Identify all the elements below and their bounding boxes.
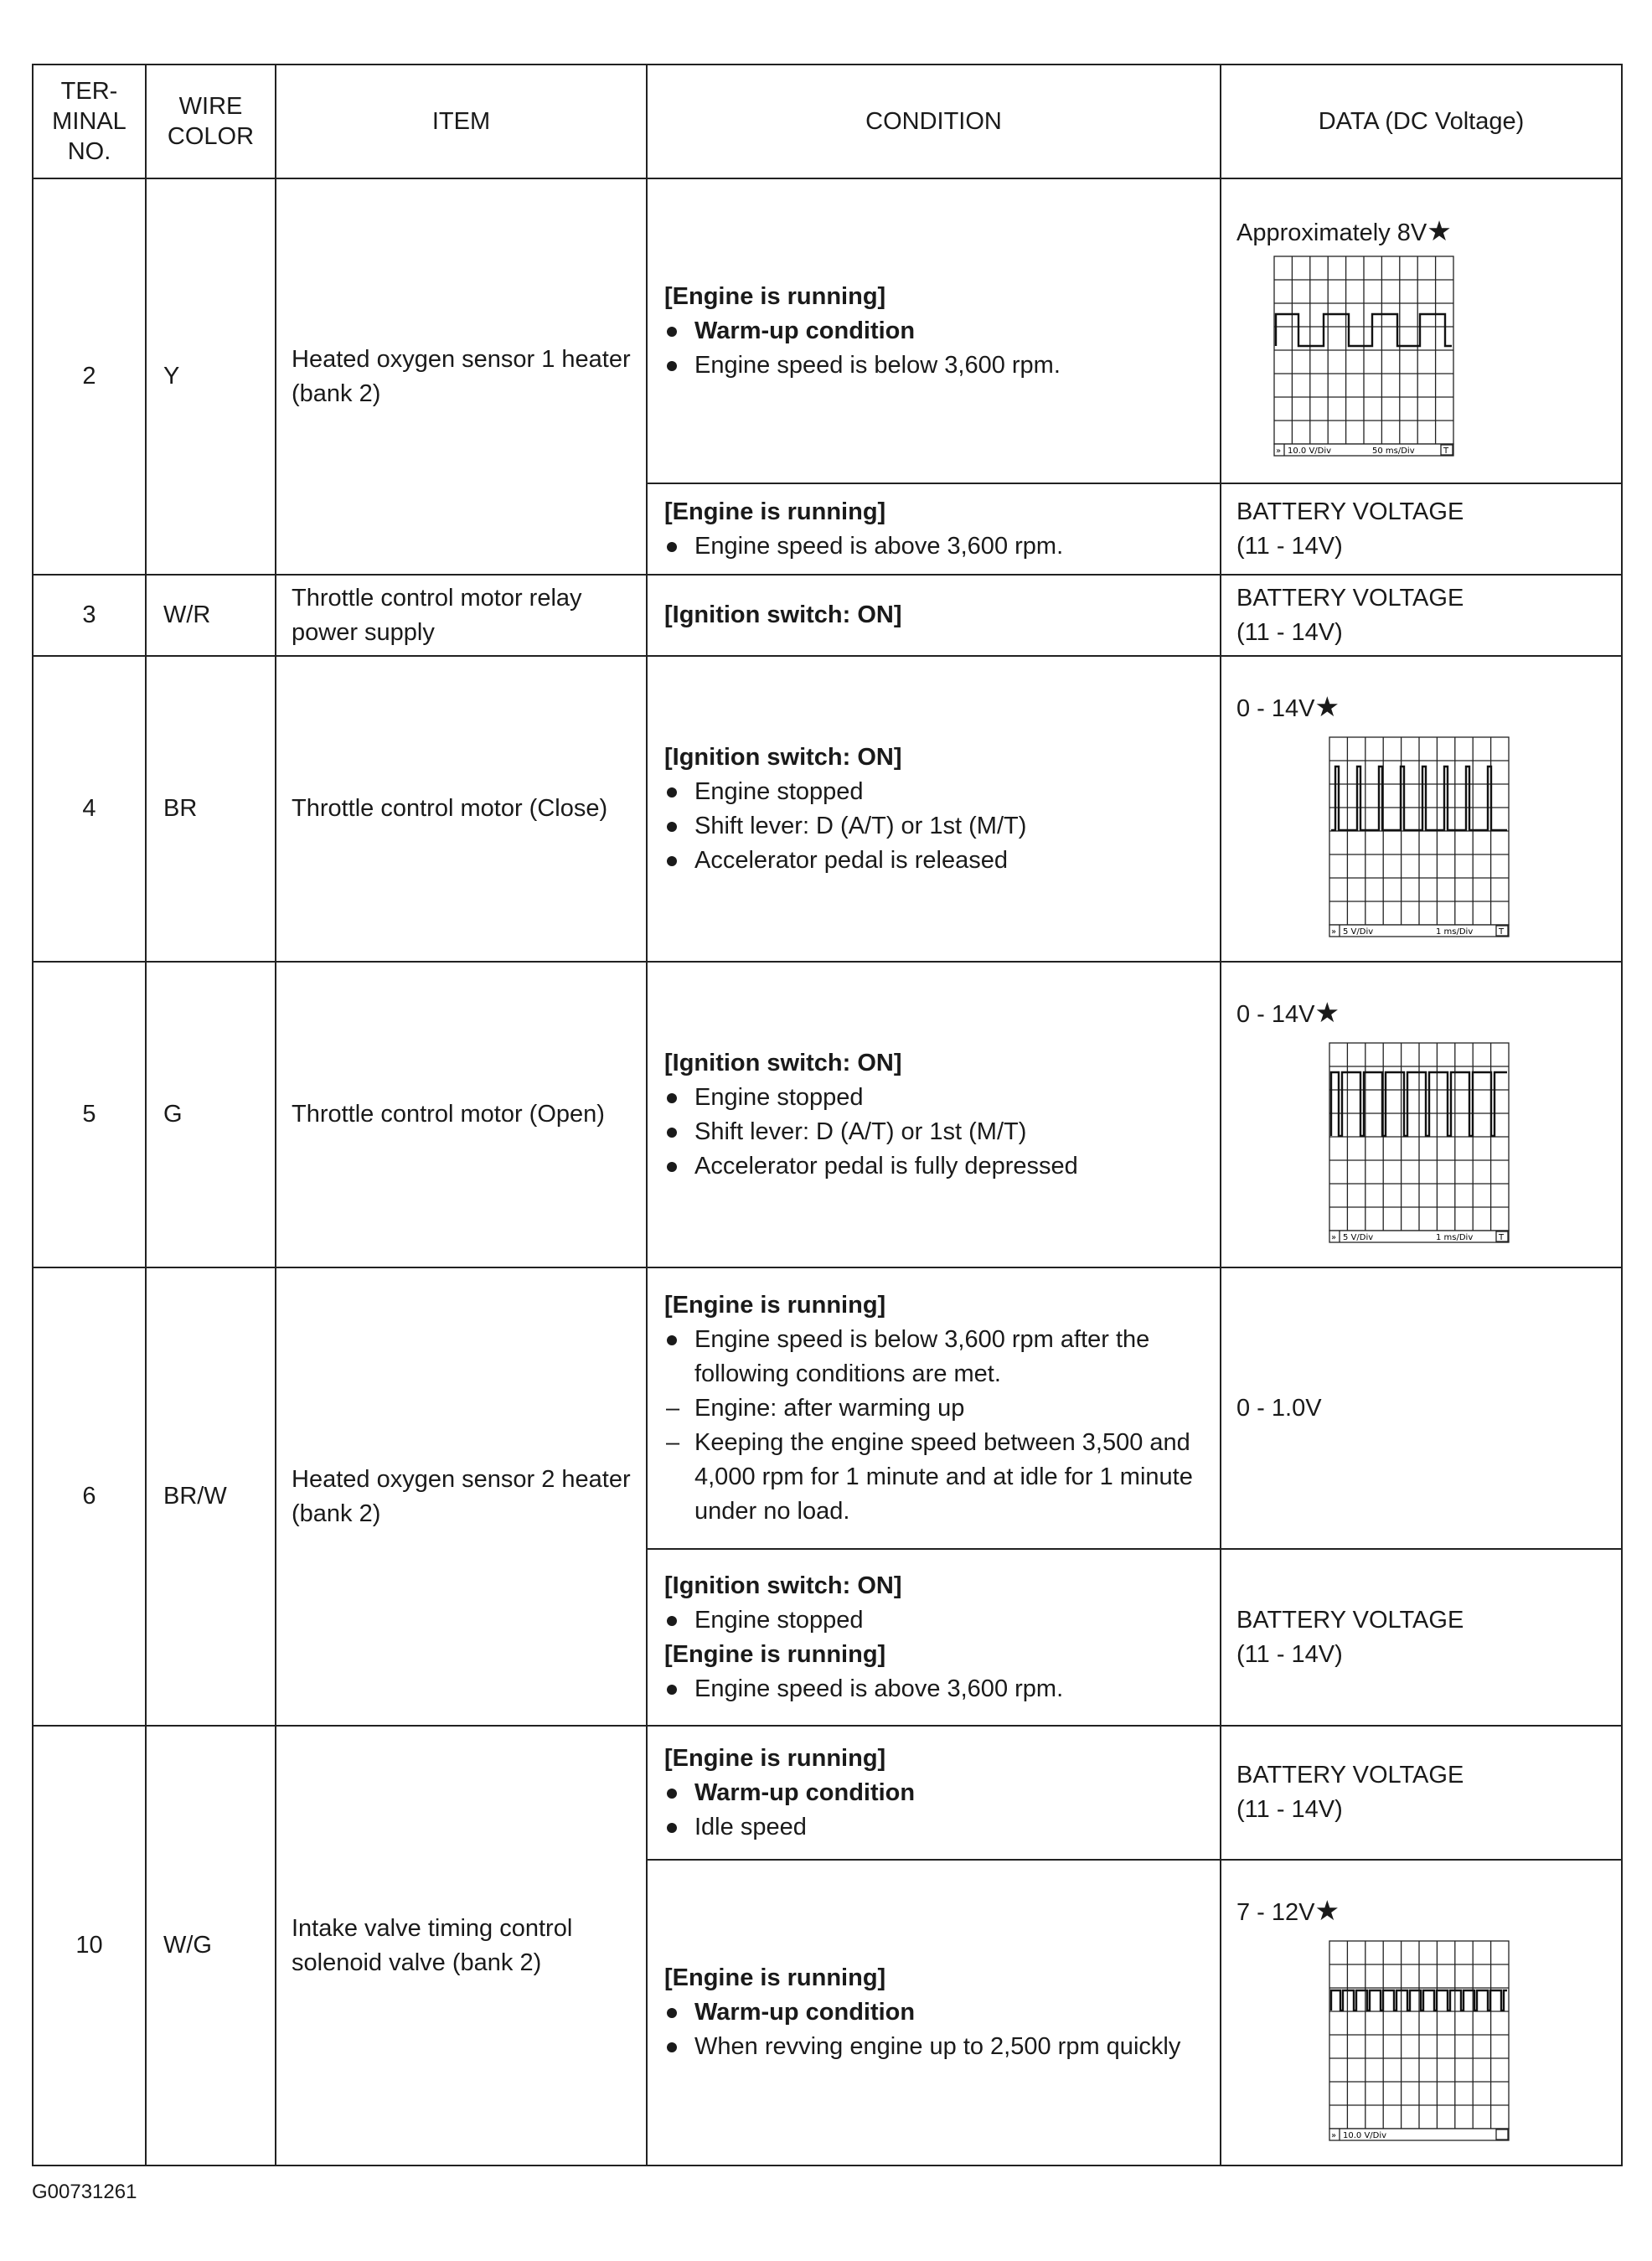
scope-time-scale: 1 ms/Div bbox=[1436, 927, 1474, 937]
table-row bbox=[33, 575, 1622, 656]
scope-voltage-scale: 5 V/Div bbox=[1343, 1232, 1374, 1242]
table-row bbox=[33, 1726, 1622, 1860]
oscilloscope-waveform bbox=[1273, 256, 1454, 457]
scope-voltage-scale: 10.0 V/Div bbox=[1343, 2130, 1387, 2140]
data-cell bbox=[1221, 1549, 1622, 1726]
terminal-no: 5 bbox=[33, 962, 146, 1267]
wire-color: BR/W bbox=[146, 1267, 276, 1726]
condition-bullet: Engine speed is above 3,600 rpm. bbox=[664, 1672, 1203, 1706]
data-cell bbox=[1221, 656, 1622, 962]
scope-time-scale: 50 ms/Div bbox=[1372, 447, 1415, 456]
condition-cell bbox=[647, 1267, 1221, 1549]
figure-code: G00731261 bbox=[32, 2181, 137, 2203]
data-label bbox=[1236, 689, 1606, 726]
scope-time-scale: 1 ms/Div bbox=[1436, 1232, 1474, 1242]
table-row bbox=[33, 656, 1622, 962]
condition-cell bbox=[647, 656, 1221, 962]
data-cell bbox=[1221, 1267, 1622, 1549]
data-value: 0 - 14V bbox=[1236, 694, 1315, 722]
item-text: Intake valve timing control solenoid valve (bank 2) bbox=[276, 1726, 647, 2166]
star-icon: ★ bbox=[1314, 690, 1340, 722]
data-value: BATTERY VOLTAGE bbox=[1236, 1762, 1464, 1789]
terminal-no: 2 bbox=[33, 178, 146, 575]
condition-header: [Ignition switch: ON] bbox=[664, 1572, 902, 1599]
condition-header: [Ignition switch: ON] bbox=[664, 601, 902, 628]
header-terminal-no-label: TER- MINAL NO. bbox=[52, 78, 126, 165]
condition-bullet: Accelerator pedal is fully depressed bbox=[664, 1149, 1203, 1184]
data-label bbox=[1236, 1893, 1606, 1930]
terminal-no: 6 bbox=[33, 1267, 146, 1726]
condition-bullet: Engine speed is below 3,600 rpm after the following conditions are met. bbox=[664, 1323, 1203, 1391]
condition-bullet: Engine stopped bbox=[664, 1603, 1203, 1638]
double-chevron-icon: » bbox=[1276, 447, 1282, 456]
scope-voltage-scale: 5 V/Div bbox=[1343, 927, 1374, 937]
terminal-no: 3 bbox=[33, 575, 146, 656]
condition-bullet: Idle speed bbox=[664, 1810, 1203, 1845]
condition-bullet: Engine speed is above 3,600 rpm. bbox=[664, 529, 1203, 564]
table-row bbox=[33, 178, 1622, 483]
header-wire-color bbox=[146, 65, 276, 178]
condition-cell bbox=[647, 575, 1221, 656]
item-text: Throttle control motor (Open) bbox=[276, 962, 647, 1267]
table-header-row bbox=[33, 65, 1622, 178]
data-value: (11 - 14V) bbox=[1236, 532, 1343, 560]
condition-bullet: Engine stopped bbox=[664, 1081, 1203, 1115]
condition-bullet: Engine speed is below 3,600 rpm. bbox=[664, 348, 1203, 383]
data-value: BATTERY VOLTAGE bbox=[1236, 1606, 1464, 1634]
condition-bullet: When revving engine up to 2,500 rpm quickly bbox=[664, 2030, 1203, 2064]
condition-cell bbox=[647, 1860, 1221, 2166]
condition-header: [Engine is running] bbox=[664, 1744, 886, 1772]
data-label bbox=[1236, 214, 1606, 250]
trigger-marker: T bbox=[1499, 927, 1505, 937]
header-data: DATA (DC Voltage) bbox=[1221, 65, 1622, 178]
condition-cell bbox=[647, 962, 1221, 1267]
star-icon: ★ bbox=[1427, 215, 1452, 246]
condition-bullet: Accelerator pedal is released bbox=[664, 844, 1203, 878]
condition-bullet: Engine stopped bbox=[664, 775, 1203, 809]
header-wire-color-label: WIRE COLOR bbox=[167, 93, 255, 150]
data-value: Approximately 8V bbox=[1236, 219, 1427, 246]
scope-voltage-scale: 10.0 V/Div bbox=[1288, 447, 1332, 456]
data-value: 0 - 1.0V bbox=[1236, 1394, 1322, 1422]
header-terminal-no bbox=[33, 65, 146, 178]
condition-subitem: – Engine: after warming up bbox=[664, 1391, 1203, 1426]
condition-header: [Engine is running] bbox=[664, 498, 886, 525]
condition-cell bbox=[647, 483, 1221, 575]
data-value: (11 - 14V) bbox=[1236, 618, 1343, 646]
table-row bbox=[33, 1267, 1622, 1549]
data-cell bbox=[1221, 1860, 1622, 2166]
header-item: ITEM bbox=[276, 65, 647, 178]
star-icon: ★ bbox=[1314, 996, 1340, 1028]
wire-color: W/R bbox=[146, 575, 276, 656]
header-condition: CONDITION bbox=[647, 65, 1221, 178]
terminal-data-table bbox=[32, 64, 1623, 2166]
data-cell bbox=[1221, 962, 1622, 1267]
data-cell bbox=[1221, 483, 1622, 575]
data-value: BATTERY VOLTAGE bbox=[1236, 498, 1464, 525]
trigger-marker: T bbox=[1443, 447, 1449, 456]
terminal-no: 4 bbox=[33, 656, 146, 962]
wire-color: G bbox=[146, 962, 276, 1267]
item-text: Throttle control motor (Close) bbox=[276, 656, 647, 962]
item-text: Heated oxygen sensor 2 heater (bank 2) bbox=[276, 1267, 647, 1726]
wire-color: Y bbox=[146, 178, 276, 575]
condition-header: [Engine is running] bbox=[664, 1640, 886, 1668]
table-row bbox=[33, 962, 1622, 1267]
trigger-marker: T bbox=[1499, 1232, 1505, 1242]
wire-color: W/G bbox=[146, 1726, 276, 2166]
oscilloscope-waveform bbox=[1329, 736, 1510, 937]
oscilloscope-waveform bbox=[1329, 1042, 1510, 1243]
star-icon: ★ bbox=[1314, 1894, 1340, 1926]
condition-header: [Ignition switch: ON] bbox=[664, 743, 902, 771]
data-value: (11 - 14V) bbox=[1236, 1796, 1343, 1823]
condition-bullet: Warm-up condition bbox=[664, 1776, 1203, 1810]
condition-header: [Ignition switch: ON] bbox=[664, 1049, 902, 1076]
item-text: Heated oxygen sensor 1 heater (bank 2) bbox=[276, 178, 647, 575]
double-chevron-icon: » bbox=[1331, 927, 1337, 937]
condition-bullet: Warm-up condition bbox=[664, 314, 1203, 348]
condition-bullet: Shift lever: D (A/T) or 1st (M/T) bbox=[664, 1115, 1203, 1149]
condition-header: [Engine is running] bbox=[664, 1291, 886, 1319]
data-value: (11 - 14V) bbox=[1236, 1640, 1343, 1668]
data-value: BATTERY VOLTAGE bbox=[1236, 584, 1464, 612]
data-value: 0 - 14V bbox=[1236, 1000, 1315, 1028]
condition-bullet: Shift lever: D (A/T) or 1st (M/T) bbox=[664, 809, 1203, 844]
condition-header: [Engine is running] bbox=[664, 282, 886, 310]
terminal-no: 10 bbox=[33, 1726, 146, 2166]
data-label bbox=[1236, 995, 1606, 1032]
data-value: 7 - 12V bbox=[1236, 1898, 1315, 1926]
wire-color: BR bbox=[146, 656, 276, 962]
condition-cell bbox=[647, 1726, 1221, 1860]
oscilloscope-waveform bbox=[1329, 1940, 1510, 2141]
data-cell bbox=[1221, 178, 1622, 483]
condition-header: [Engine is running] bbox=[664, 1964, 886, 1991]
item-text: Throttle control motor relay power supply bbox=[276, 575, 647, 656]
condition-cell bbox=[647, 1549, 1221, 1726]
double-chevron-icon: » bbox=[1331, 1232, 1337, 1242]
condition-subitem: – Keeping the engine speed between 3,500 and 4,000 rpm for 1 minute and at idle for 1 minute under no load. bbox=[664, 1426, 1203, 1529]
data-cell bbox=[1221, 575, 1622, 656]
condition-cell bbox=[647, 178, 1221, 483]
data-cell bbox=[1221, 1726, 1622, 1860]
condition-bullet: Warm-up condition bbox=[664, 1995, 1203, 2030]
double-chevron-icon: » bbox=[1331, 2130, 1337, 2140]
